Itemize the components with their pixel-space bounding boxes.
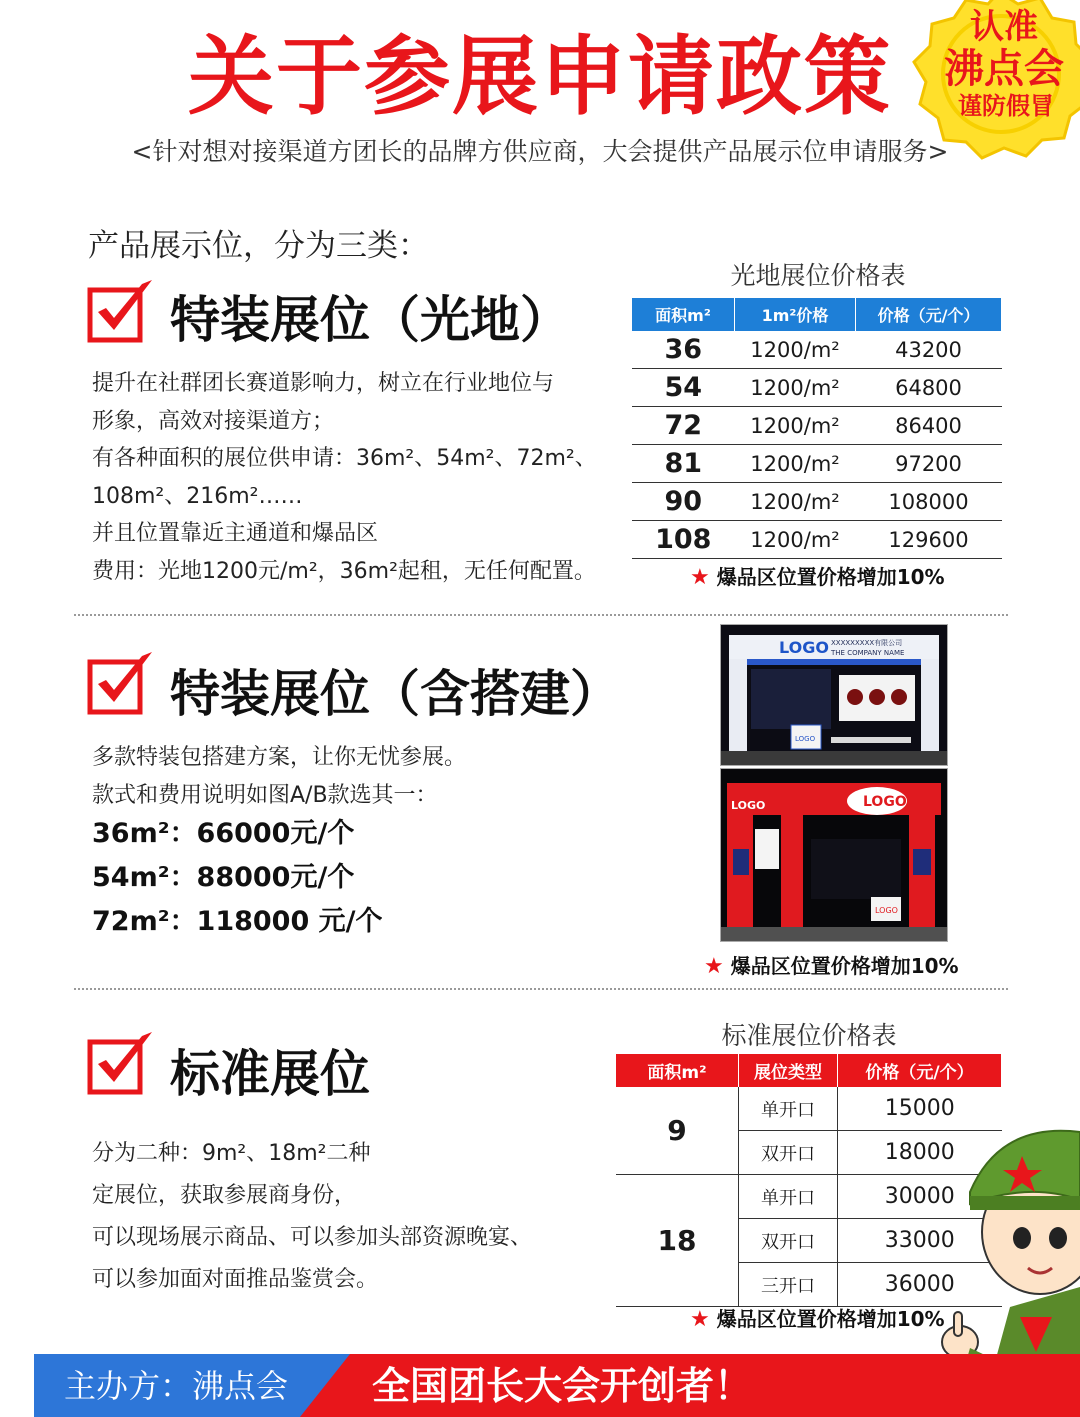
note-text: 爆品区位置价格增加10% — [716, 1307, 945, 1331]
page-subtitle: <针对想对接渠道方团长的品牌方供应商，大会提供产品展示位申请服务> — [131, 137, 949, 166]
booth-type-cell: 单开口 — [739, 1175, 838, 1219]
booth-design-a-image — [720, 624, 948, 766]
table2-header-area: 面积m² — [616, 1054, 739, 1087]
section3-title: 标准展位 — [170, 1045, 370, 1103]
desc-line: 并且位置靠近主通道和爆品区 — [92, 521, 379, 546]
desc-line: 分为二种：9m²、18m²二种 — [92, 1141, 371, 1166]
booth-a-logo: LOGO — [779, 638, 829, 657]
unit-price-cell: 1200/m² — [735, 407, 856, 445]
area-cell: 81 — [632, 445, 735, 483]
table2-header-price: 价格（元/个） — [838, 1054, 1002, 1087]
desc-line: 款式和费用说明如图A/B款选其一： — [92, 782, 438, 808]
section2-description — [92, 739, 652, 814]
area-cell: 36 — [632, 331, 735, 369]
checkbox-checked-icon — [86, 276, 156, 346]
area-cell: 72 — [632, 407, 735, 445]
intro-text: 产品展示位，分为三类： — [88, 228, 429, 264]
unit-price-cell: 1200/m² — [735, 521, 856, 559]
price-cell: 36000 — [838, 1263, 1002, 1307]
table-row — [632, 445, 1002, 483]
star-icon: ★ — [704, 954, 724, 979]
desc-line: 可以参加面对面推品鉴赏会。 — [92, 1267, 379, 1292]
table1-header-area: 面积m² — [632, 298, 735, 331]
section2-title: 特装展位（含搭建） — [170, 665, 620, 723]
section-divider — [74, 988, 1008, 990]
hot-zone-note — [704, 950, 959, 979]
checkbox-checked-icon — [86, 1028, 156, 1098]
price-cell: 86400 — [856, 407, 1002, 445]
price-cell: 15000 — [838, 1087, 1002, 1131]
area-cell: 18 — [616, 1175, 739, 1307]
price-cell: 64800 — [856, 369, 1002, 407]
booth-b-logo-main: LOGO — [863, 794, 907, 810]
table-row — [632, 369, 1002, 407]
seal-line2: 沸点会 — [944, 46, 1064, 92]
star-icon: ★ — [690, 565, 710, 590]
booth-design-b-image — [720, 768, 948, 942]
checkbox-checked-icon — [86, 648, 156, 718]
area-cell: 90 — [632, 483, 735, 521]
booth-type-cell: 三开口 — [739, 1263, 838, 1307]
bare-space-price-table — [632, 298, 1002, 559]
booth-b-logo-left: LOGO — [731, 799, 766, 812]
area-cell: 54 — [632, 369, 735, 407]
hot-zone-note — [690, 561, 945, 590]
unit-price-cell: 1200/m² — [735, 445, 856, 483]
page-title: 关于参展申请政策 — [188, 26, 892, 127]
booth-a-desk-logo: LOGO — [795, 735, 816, 743]
table2-title: 标准展位价格表 — [721, 1021, 897, 1050]
booth-b-desk-logo: LOGO — [875, 906, 898, 915]
package-prices — [92, 812, 383, 944]
desc-line: 提升在社群团长赛道影响力，树立在行业地位与 — [92, 371, 555, 396]
footer-slogan-text: 全国团长大会开创者！ — [372, 1364, 753, 1408]
booth-a-company-en: THE COMPANY NAME — [831, 649, 905, 657]
price-cell: 129600 — [856, 521, 1002, 559]
desc-line: 定展位，获取参展商身份， — [92, 1183, 357, 1208]
note-text: 爆品区位置价格增加10% — [730, 954, 959, 978]
desc-line: 多款特装包搭建方案，让你无忧参展。 — [92, 745, 467, 770]
price-cell: 108000 — [856, 483, 1002, 521]
package-price-line: 36m²：66000元/个 — [92, 818, 355, 849]
unit-price-cell: 1200/m² — [735, 483, 856, 521]
price-cell: 43200 — [856, 331, 1002, 369]
table-row — [632, 521, 1002, 559]
table1-header-unit: 1m²价格 — [735, 298, 856, 331]
table-row — [632, 483, 1002, 521]
seal-line1: 认准 — [970, 7, 1038, 47]
note-text: 爆品区位置价格增加10% — [716, 565, 945, 589]
booth-type-cell: 双开口 — [739, 1131, 838, 1175]
price-cell: 97200 — [856, 445, 1002, 483]
section3-description — [92, 1133, 612, 1301]
section-divider — [74, 614, 1008, 616]
hot-zone-note — [690, 1303, 945, 1332]
package-price-line: 72m²：118000 元/个 — [92, 906, 383, 937]
price-cell: 33000 — [838, 1219, 1002, 1263]
area-cell: 9 — [616, 1087, 739, 1175]
unit-price-cell: 1200/m² — [735, 331, 856, 369]
desc-line: 形象，高效对接渠道方； — [92, 408, 335, 434]
price-cell: 30000 — [838, 1175, 1002, 1219]
unit-price-cell: 1200/m² — [735, 369, 856, 407]
table2-header-type: 展位类型 — [739, 1054, 838, 1087]
booth-a-company: XXXXXXXXX有限公司 — [831, 639, 903, 647]
star-icon: ★ — [690, 1307, 710, 1332]
table1-title: 光地展位价格表 — [730, 261, 906, 290]
price-cell: 18000 — [838, 1131, 1002, 1175]
table-row — [632, 331, 1002, 369]
desc-line: 有各种面积的展位供申请：36m²、54m²、72m²、 — [92, 446, 597, 471]
table-row — [632, 407, 1002, 445]
footer-host-text: 主办方：沸点会 — [64, 1367, 289, 1405]
desc-line: 108m²、216m²…… — [92, 483, 303, 509]
booth-type-cell: 双开口 — [739, 1219, 838, 1263]
section1-description — [92, 365, 632, 590]
package-price-line: 54m²：88000元/个 — [92, 862, 355, 893]
seal-line3: 谨防假冒 — [958, 92, 1054, 120]
booth-type-cell: 单开口 — [739, 1087, 838, 1131]
table1-header-price: 价格（元/个） — [856, 298, 1002, 331]
area-cell: 108 — [632, 521, 735, 559]
desc-line: 可以现场展示商品、可以参加头部资源晚宴、 — [92, 1225, 533, 1250]
desc-line: 费用：光地1200元/m²，36m²起租，无任何配置。 — [92, 558, 596, 584]
section1-title: 特装展位（光地） — [170, 291, 570, 349]
